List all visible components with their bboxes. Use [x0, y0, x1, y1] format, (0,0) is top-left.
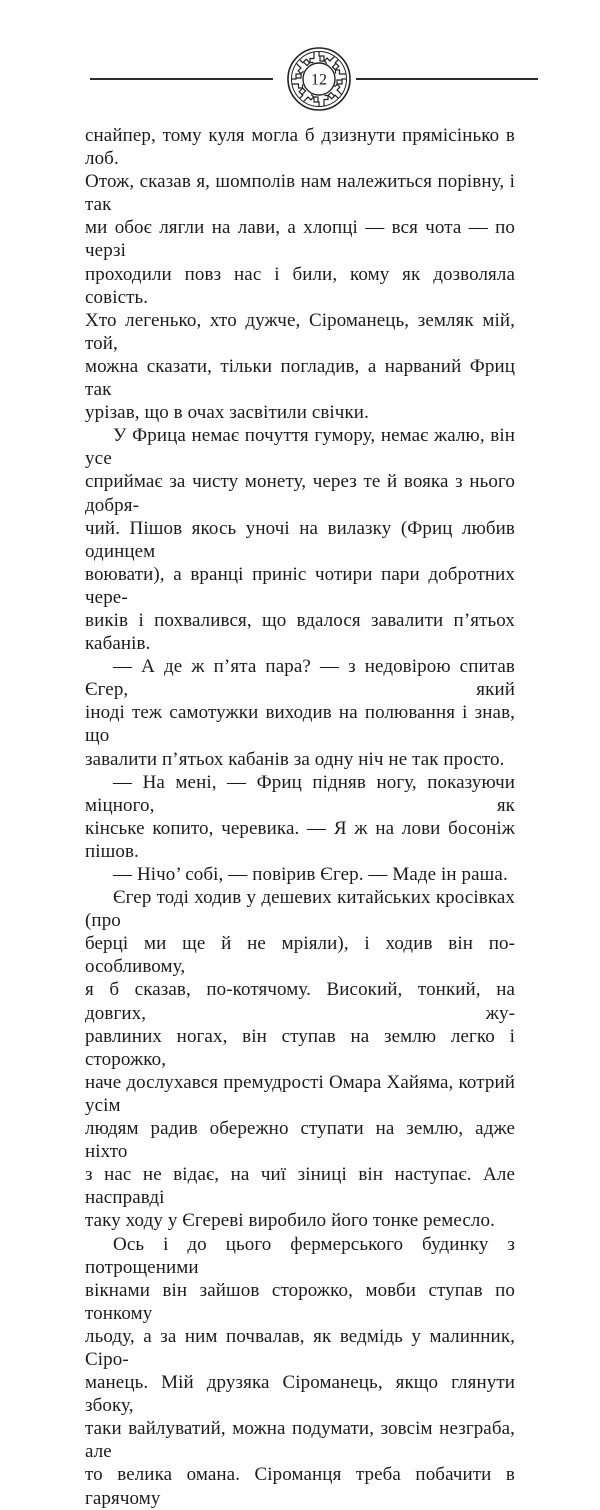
text-body [85, 124, 515, 1510]
page-number-medallion-icon [286, 46, 352, 112]
header-rule-left [90, 78, 273, 80]
paragraph [85, 863, 515, 886]
text-line: Отож, сказав я, шомполів нам належиться порівну, і так [85, 171, 515, 216]
text-line: виків і похвалився, що вдалося завалити п’ятьох кабанів. [85, 609, 515, 655]
paragraph [85, 886, 515, 1232]
text-line: Єгер тоді ходив у дешевих китайських кросівках (про [85, 887, 515, 932]
text-line: таку ходу у Єгереві виробило його тонке ремесло. [85, 1210, 495, 1232]
paragraph [85, 124, 515, 424]
text-line: вікнами він зайшов сторожко, мовби ступав по тонкому [85, 1279, 515, 1324]
text-line: — На мені, — Фриц підняв ногу, показуючи міцного, як [85, 771, 515, 816]
paragraph [85, 1233, 515, 1510]
text-line: — А де ж п’ята пара? — з недовірою спитав Єгер, який [85, 656, 515, 701]
text-line: урізав, що в очах засвітили свічки. [85, 402, 369, 424]
page-number: 12 [310, 71, 327, 89]
text-line: равлиних ногах, він ступав на землю легко і сторожко, [85, 1025, 515, 1070]
text-line: кінське копито, черевика. — Я ж на лови босоніж пішов. [85, 817, 515, 862]
text-line: таки вайлуватий, можна подумати, зовсім незграба, але [85, 1418, 515, 1463]
text-line: У Фрица немає почуття гумору, немає жалю, він усе [85, 425, 515, 470]
text-line: можна сказати, тільки погладив, а нарваний Фриц так [85, 355, 515, 401]
text-line: людям радив обережно ступати на землю, адже ніхто [85, 1118, 515, 1163]
text-line: — Нічо’ собі, — повірив Єгер. — Маде ін раша. [113, 864, 508, 885]
paragraph [85, 424, 515, 655]
text-line: іноді теж самотужки виходив на полювання і знав, що [85, 702, 515, 747]
paragraph [85, 655, 515, 770]
text-line: Хто легенько, хто дужче, Сіроманець, земляк мій, той, [85, 309, 515, 354]
text-line: манець. Мій друзяка Сіроманець, якщо глянути збоку, [85, 1372, 515, 1417]
text-line: завалити п’ятьох кабанів за одну ніч не так просто. [85, 748, 505, 770]
text-line: чий. Пішов якось уночі на вилазку (Фриц любив одинцем [85, 517, 515, 562]
text-line: берці ми ще й не мріяли), і ходив він по-особливому, [85, 933, 515, 978]
text-line: сприймає за чисту монету, через те й вояка з нього добря- [85, 471, 515, 516]
text-line: наче дослухався премудрості Омара Хайяма, котрий усім [85, 1071, 515, 1116]
text-line: то велика омана. Сіроманця треба побачити в гарячому [85, 1464, 515, 1509]
text-line: льоду, а за ним почвалав, як ведмідь у малинник, Сіро- [85, 1325, 515, 1370]
text-line: ми обоє лягли на лави, а хлопці — вся чота — по черзі [85, 217, 515, 262]
text-line: снайпер, тому куля могла б дзизнути прямісінько в лоб. [85, 125, 515, 170]
page-header [90, 46, 538, 112]
text-line: з нас не відає, на чиї зіниці він наступає. Але насправді [85, 1164, 515, 1209]
text-line: воювати), а вранці приніс чотири пари добротних чере- [85, 563, 515, 608]
paragraph [85, 771, 515, 863]
text-line: Ось і до цього фермерського будинку з потрощеними [85, 1233, 515, 1278]
text-line: проходили повз нас і били, кому як дозволяла совість. [85, 263, 515, 308]
text-line: я б сказав, по-котячому. Високий, тонкий, на довгих, жу- [85, 979, 515, 1024]
header-rule-right [356, 78, 539, 80]
